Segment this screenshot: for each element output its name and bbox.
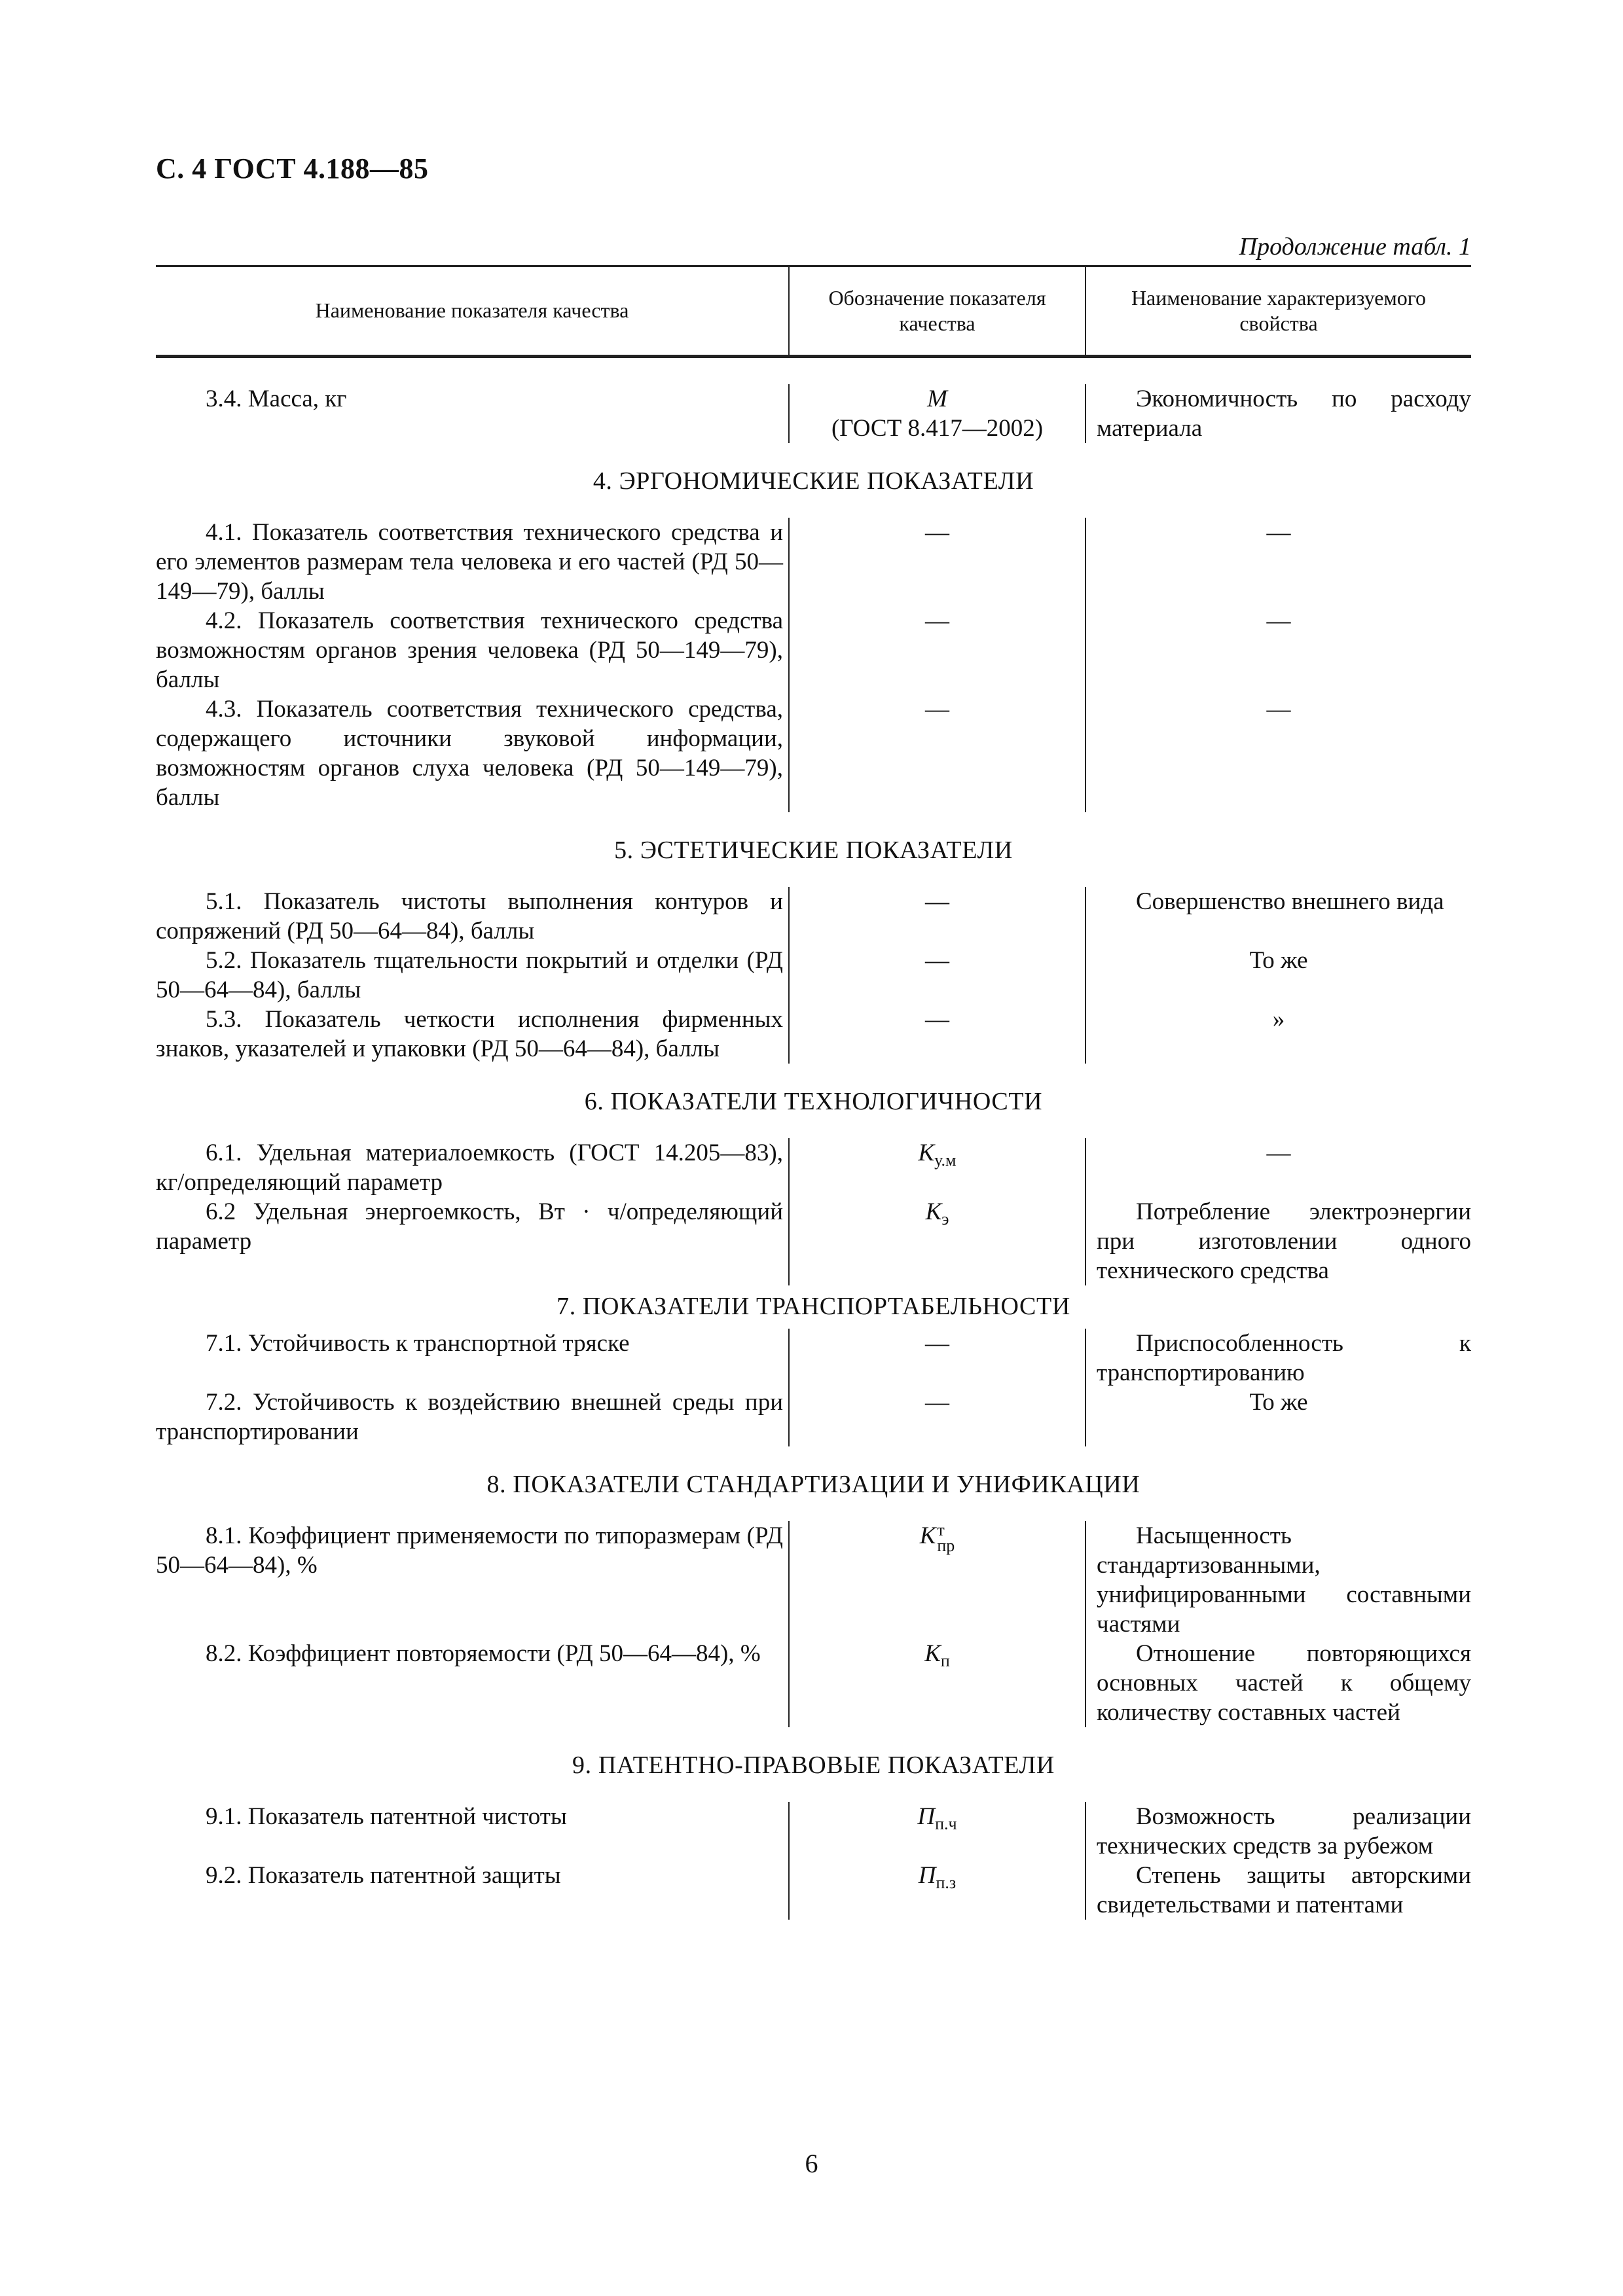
indicator-symbol: — <box>788 887 1085 946</box>
property-name: — <box>1085 1138 1471 1197</box>
header-indicator-symbol: Обозначение показателя качества <box>788 267 1085 355</box>
section-title: 8. ПОКАЗАТЕЛИ СТАНДАРТИЗАЦИИ И УНИФИКАЦИИ <box>486 1471 1140 1498</box>
property-name: Степень защиты авторскими свидетельствами и патентами <box>1085 1861 1471 1920</box>
table-row <box>156 887 1471 946</box>
table-row <box>156 518 1471 606</box>
page-number: 6 <box>805 2149 818 2178</box>
indicator-name: 6.2 Удельная энергоемкость, Вт · ч/определяющий параметр <box>156 1198 783 1255</box>
property-name: Насыщенность стандартизованными, унифицированными составными частями <box>1085 1521 1471 1639</box>
property-name: Потребление электроэнергии при изготовлении одного технического средства <box>1085 1197 1471 1285</box>
table-row <box>156 606 1471 694</box>
indicator-symbol: — <box>788 606 1085 694</box>
indicator-name: 3.4. Масса, кг <box>206 386 347 412</box>
indicator-name: 9.2. Показатель патентной защиты <box>206 1862 561 1889</box>
table-row <box>156 946 1471 1005</box>
section-title: 7. ПОКАЗАТЕЛИ ТРАНСПОРТАБЕЛЬНОСТИ <box>556 1293 1070 1320</box>
header-property-name: Наименование характеризуемого свойства <box>1085 267 1471 355</box>
indicator-symbol: Kт пр <box>788 1521 1085 1639</box>
indicator-name: 4.2. Показатель соответствия технического средства возможностям органов зрения человека (РД 50—149—79), баллы <box>156 607 783 693</box>
indicator-symbol: $П_{п.ч}$ <box>788 1802 1085 1861</box>
indicator-symbol: — <box>788 946 1085 1005</box>
indicator-symbol: $K_э$ <box>788 1197 1085 1285</box>
indicator-name: 7.1. Устойчивость к транспортной тряске <box>206 1330 630 1357</box>
table-row <box>156 1861 1471 1920</box>
indicator-symbol: — <box>788 1005 1085 1064</box>
indicator-name: 5.2. Показатель тщательности покрытий и отделки (РД 50—64—84), баллы <box>156 947 783 1003</box>
indicator-name: 5.3. Показатель четкости исполнения фирменных знаков, указателей и упаковки (РД 50—64—84), баллы <box>156 1006 783 1062</box>
property-name: — <box>1085 606 1471 694</box>
table-row <box>156 1388 1471 1446</box>
table-row <box>156 694 1471 812</box>
table-continuation-label: Продолжение табл. 1 <box>1239 233 1471 260</box>
indicator-name: 7.2. Устойчивость к воздействию внешней среды при транспортировании <box>156 1389 783 1445</box>
property-name: То же <box>1085 946 1471 1005</box>
table-row <box>156 1802 1471 1861</box>
property-name: — <box>1085 518 1471 606</box>
table-row <box>156 1521 1471 1639</box>
section-title: 4. ЭРГОНОМИЧЕСКИЕ ПОКАЗАТЕЛИ <box>593 467 1034 495</box>
header-indicator-name: Наименование показателя качества <box>315 298 629 323</box>
table-row <box>156 1138 1471 1197</box>
indicator-name: 8.2. Коэффициент повторяемости (РД 50—64—84), % <box>206 1640 761 1667</box>
table-header <box>156 265 1471 358</box>
section-title: 9. ПАТЕНТНО-ПРАВОВЫЕ ПОКАЗАТЕЛИ <box>572 1751 1055 1779</box>
property-name: Экономичность по расходу материала <box>1085 384 1471 443</box>
indicator-symbol: $K_п$ <box>788 1639 1085 1727</box>
property-name: Приспособленность к транспортированию <box>1085 1329 1471 1388</box>
quality-indicators-table <box>156 265 1471 1920</box>
table-row <box>156 1197 1471 1285</box>
indicator-name: 9.1. Показатель патентной чистоты <box>206 1803 567 1830</box>
table-row <box>156 384 1471 443</box>
indicator-name: 5.1. Показатель чистоты выполнения контуров и сопряжений (РД 50—64—84), баллы <box>156 888 783 944</box>
indicator-symbol: — <box>788 1388 1085 1446</box>
indicator-name: 8.1. Коэффициент применяемости по типоразмерам (РД 50—64—84), % <box>156 1522 783 1579</box>
property-name: Совершенство внешнего вида <box>1085 887 1471 946</box>
indicator-name: 4.3. Показатель соответствия технического средства, содержащего источники звуковой информации, возможностям органов слуха человека (РД 50—149—79), баллы <box>156 696 783 811</box>
property-name: То же <box>1085 1388 1471 1446</box>
page-header-title: С. 4 ГОСТ 4.188—85 <box>156 152 429 185</box>
table-row <box>156 1005 1471 1064</box>
indicator-symbol: M (ГОСТ 8.417—2002) <box>788 384 1085 443</box>
table-row <box>156 1329 1471 1388</box>
indicator-symbol: — <box>788 518 1085 606</box>
section-title: 6. ПОКАЗАТЕЛИ ТЕХНОЛОГИЧНОСТИ <box>584 1088 1043 1115</box>
property-name: — <box>1085 694 1471 812</box>
table-row <box>156 1639 1471 1727</box>
indicator-name: 4.1. Показатель соответствия технического средства и его элементов размерам тела человека и его частей (РД 50—149—79), баллы <box>156 519 783 605</box>
indicator-symbol: — <box>788 1329 1085 1388</box>
indicator-symbol: $П_{п.з}$ <box>788 1861 1085 1920</box>
indicator-name: 6.1. Удельная материалоемкость (ГОСТ 14.205—83), кг/определяющий параметр <box>156 1139 783 1196</box>
property-name: Отношение повторяющихся основных частей к общему количеству составных частей <box>1085 1639 1471 1727</box>
property-name: Возможность реализации технических средств за рубежом <box>1085 1802 1471 1861</box>
indicator-symbol: $K_{у.м}$ <box>788 1138 1085 1197</box>
section-title: 5. ЭСТЕТИЧЕСКИЕ ПОКАЗАТЕЛИ <box>614 836 1013 864</box>
indicator-symbol: — <box>788 694 1085 812</box>
property-name: » <box>1085 1005 1471 1064</box>
